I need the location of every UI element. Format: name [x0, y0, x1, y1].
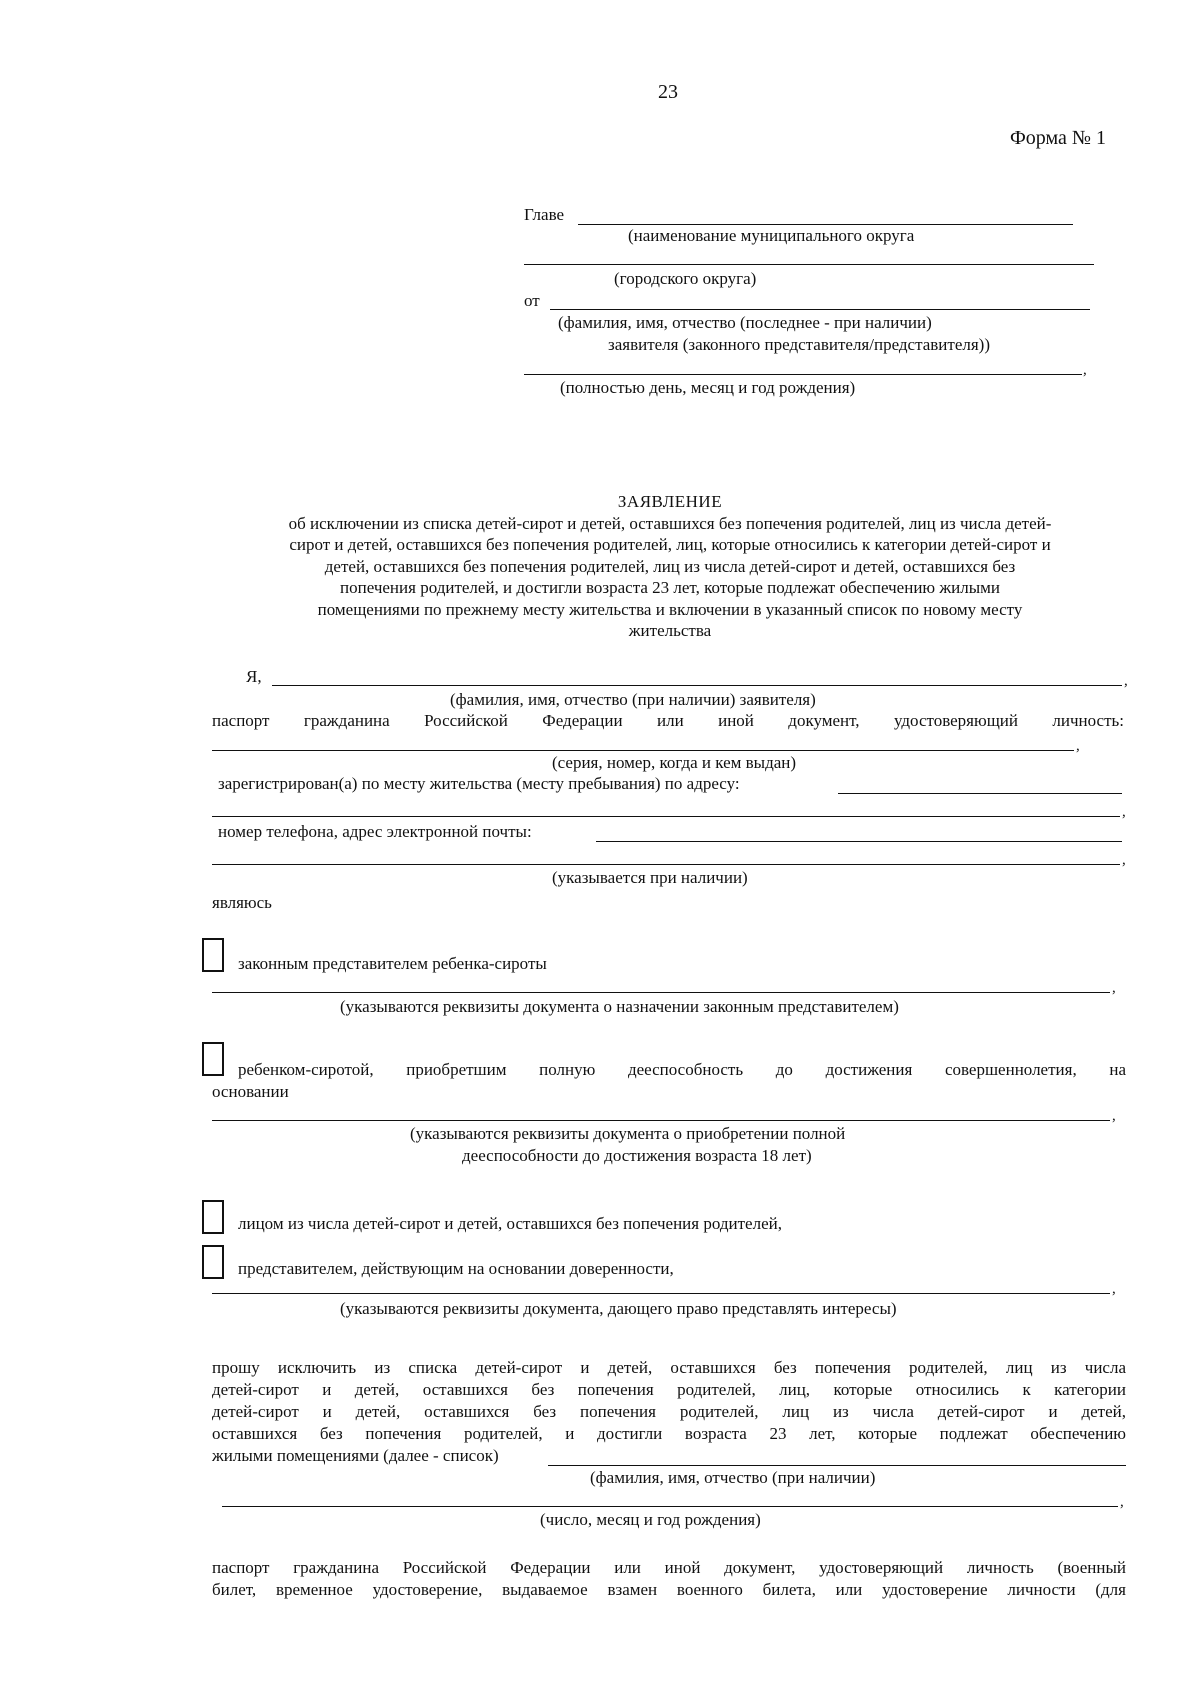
- phone-caption: (указывается при наличии): [552, 868, 748, 887]
- request-fio-field[interactable]: [548, 1465, 1126, 1466]
- comma: ,: [1112, 1281, 1116, 1297]
- representative-caption: (указываются реквизиты документа, дающего право представлять интересы): [340, 1299, 897, 1318]
- applicant-caption-1: (фамилия, имя, отчество (последнее - при наличии): [558, 313, 932, 332]
- request-birth-caption: (число, месяц и год рождения): [540, 1510, 761, 1529]
- registered-label: зарегистрирован(а) по месту жительства (месту пребывания) по адресу:: [218, 774, 740, 793]
- legal-rep-label: законным представителем ребенка-сироты: [238, 954, 547, 973]
- comma: ,: [1076, 738, 1080, 754]
- subtitle-line: детей, оставшихся без попечения родителей, лиц из числа детей-сирот и детей, оставшихся без: [324, 557, 1016, 576]
- request-line: детей-сирот и детей, оставшихся без попечения родителей, лиц из числа детей-сирот и детей,: [212, 1402, 1126, 1421]
- request-line: прошу исключить из списка детей-сирот и детей, оставшихся без попечения родителей, лиц из числа: [212, 1358, 1126, 1377]
- address-field-2[interactable]: [212, 816, 1120, 817]
- request-line: оставшихся без попечения родителей, и достигли возраста 23 лет, которые подлежат обеспечению: [212, 1424, 1126, 1443]
- phone-label: номер телефона, адрес электронной почты:: [218, 822, 532, 841]
- i-label: Я,: [246, 667, 262, 686]
- subtitle-line: попечения родителей, и достигли возраста 23 лет, которые подлежат обеспечению жилыми: [340, 578, 1000, 597]
- comma: ,: [1122, 852, 1126, 868]
- fio-field[interactable]: [272, 685, 1122, 686]
- subtitle-line: помещениями по прежнему месту жительства и включении в указанный список по новому месту: [317, 600, 1023, 619]
- from-label: от: [524, 291, 540, 310]
- representative-label: представителем, действующим на основании доверенности,: [238, 1259, 674, 1278]
- capacity-caption-1: (указываются реквизиты документа о приобретении полной: [410, 1124, 846, 1143]
- comma: ,: [1112, 1108, 1116, 1124]
- email-field[interactable]: [212, 864, 1120, 865]
- comma: ,: [1083, 362, 1087, 378]
- capacity-label-2: основании: [212, 1082, 289, 1101]
- address-field[interactable]: [838, 793, 1122, 794]
- representative-checkbox[interactable]: [202, 1245, 224, 1279]
- request-last-line: жилыми помещениями (далее - список): [212, 1446, 499, 1465]
- capacity-caption-2: дееспособности до достижения возраста 18 лет): [462, 1146, 812, 1165]
- statement-title: ЗАЯВЛЕНИЕ: [617, 492, 723, 511]
- birth-caption: (полностью день, месяц и год рождения): [560, 378, 856, 397]
- subtitle-line: сирот и детей, оставшихся без попечения родителей, лиц, которые относились к категории детей-сирот и: [289, 535, 1051, 554]
- municipality-field[interactable]: [524, 264, 1094, 265]
- passport-paragraph-line: паспорт гражданина Российской Федерации или иной документ, удостоверяющий личность (военный: [212, 1558, 1126, 1577]
- request-birth-field[interactable]: [222, 1506, 1118, 1507]
- passport-caption: (серия, номер, когда и кем выдан): [552, 753, 797, 772]
- page-number: 23: [658, 81, 678, 103]
- comma: ,: [1112, 980, 1116, 996]
- fio-caption: (фамилия, имя, отчество (при наличии) заявителя): [450, 690, 816, 709]
- comma: ,: [1124, 673, 1128, 689]
- passport-paragraph-line: билет, временное удостоверение, выдаваемое взамен военного билета, или удостоверение личности (для: [212, 1580, 1126, 1599]
- phone-field[interactable]: [596, 841, 1122, 842]
- capacity-field[interactable]: [212, 1120, 1110, 1121]
- comma: ,: [1122, 804, 1126, 820]
- to-label: Главе: [524, 205, 565, 224]
- person-label: лицом из числа детей-сирот и детей, оставшихся без попечения родителей,: [238, 1214, 782, 1233]
- birth-field[interactable]: [524, 374, 1082, 375]
- city-caption: (городского округа): [614, 269, 757, 288]
- passport-label: паспорт гражданина Российской Федерации или иной документ, удостоверяющий личность:: [212, 711, 1124, 730]
- subtitle-line: об исключении из списка детей-сирот и детей, оставшихся без попечения родителей, лиц из числа детей-: [288, 514, 1052, 533]
- legal-rep-caption: (указываются реквизиты документа о назначении законным представителем): [340, 997, 899, 1016]
- subtitle-line: жительства: [628, 621, 712, 640]
- passport-field[interactable]: [212, 750, 1074, 751]
- capacity-label: ребенком-сиротой, приобретшим полную дееспособность до достижения совершеннолетия, на: [238, 1060, 1126, 1079]
- head-name-field[interactable]: [578, 224, 1073, 225]
- request-line: детей-сирот и детей, оставшихся без попечения родителей, лиц, которые относились к категории: [212, 1380, 1126, 1399]
- request-fio-caption: (фамилия, имя, отчество (при наличии): [590, 1468, 876, 1487]
- person-checkbox[interactable]: [202, 1200, 224, 1234]
- applicant-field[interactable]: [550, 309, 1090, 310]
- legal-rep-checkbox[interactable]: [202, 938, 224, 972]
- being-label: являюсь: [212, 893, 272, 912]
- form-label: Форма № 1: [1010, 127, 1106, 149]
- applicant-caption-2: заявителя (законного представителя/представителя)): [608, 335, 990, 354]
- representative-field[interactable]: [212, 1293, 1110, 1294]
- municipality-caption: (наименование муниципального округа: [628, 226, 915, 245]
- legal-rep-field[interactable]: [212, 992, 1110, 993]
- comma: ,: [1120, 1494, 1124, 1510]
- capacity-checkbox[interactable]: [202, 1042, 224, 1076]
